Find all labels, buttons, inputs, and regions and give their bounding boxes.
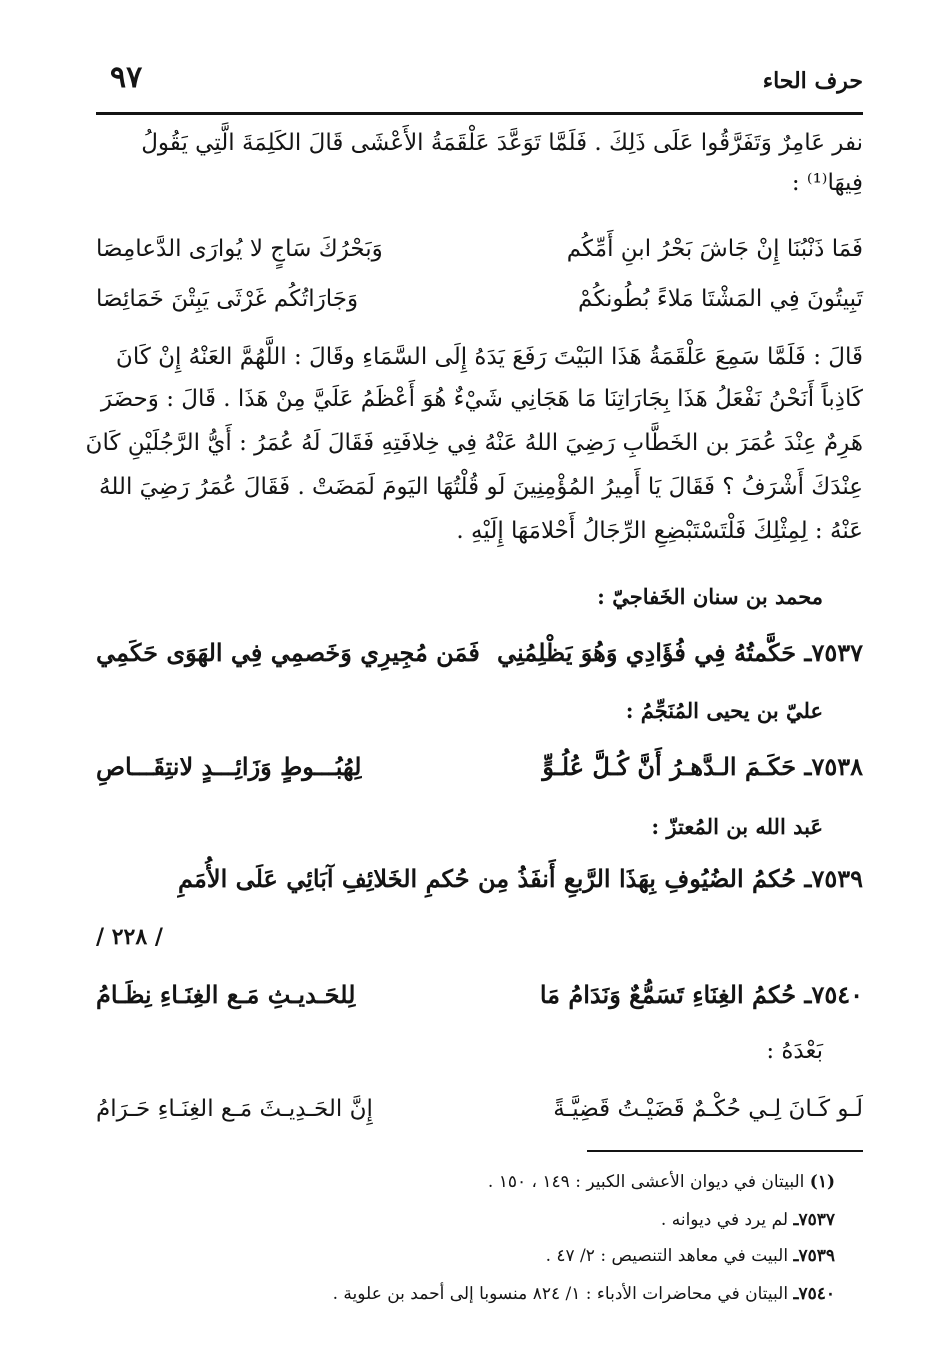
verse-7539: ٧٥٣٩ـ حُكمُ الضُيُوفِ بِهَذَا الرَّبعِ أَنفَذُ مِن حُكمِ الخَلائِفِ آبَائِي عَلَى الأُمَمِ [178,864,863,893]
verse-row [96,282,863,316]
verse-first-hemistich: ٧٥٣٨ـ حَكَـمَ الـدَّهـرُ أَنَّ كُـلَّ عُلُـوٍّ [542,752,863,781]
poet-name: محمد بن سنان الخَفاجيّ : [597,584,823,609]
prose-line: كَاذِباً أَنَحْنُ نَفْعَلُ هَذَا بِجَارَاتِنَا مَا هَجَانِي شَيْءٌ هُوَ أَعْظَمُ عَلَيَّ مِنْ هَذَا . قَالَ : وَحضَرَ [100,386,863,412]
footnote-text: البيت في معاهد التنصيص : ٢/ ٤٧ . [545,1246,789,1266]
poet-name: عليّ بن يحيى المُنَجِّمُ : [625,698,823,723]
page-header [96,60,863,100]
verse-7537 [96,636,863,670]
running-title: حرف الحاء [762,68,863,94]
footnote-text: البيتان في ديوان الأعشى الكبير : ١٤٩ ، ١٥٠ . [487,1172,805,1192]
footnote [661,1208,835,1232]
prose-line: عِنْدَكَ أَشْرَفُ ؟ فَقَالَ يَا أَمِيرُ المُؤْمِنِينَ لَو قُلْتُهَا اليَومَ لَمَضَتْ . فَقَالَ عُمَرُ رَضِيَ اللهُ [98,474,863,500]
verse-first-hemistich: تَبِيتُونَ فِي المَشْتَا مَلاءً بُطُونكُمْ [578,286,863,312]
manuscript-folio-marker: / ٢٢٨ / [96,924,163,950]
verse-first-hemistich: فَمَا ذَنْبُنَا إِنْ جَاشَ بَحْرُ ابنِ أَمِّكُم [566,236,863,262]
footnote-number: (١) [809,1172,835,1192]
footnote-number: ٧٥٣٩ـ [793,1246,835,1266]
continuation-label: بَعْدَهُ : [766,1038,823,1064]
prose-line: قَالَ : فَلَمَّا سَمِعَ عَلْقَمَةُ هَذَا البَيْتَ رَفَعَ يَدَهُ إِلَى السَّمَاءِ وقَالَ : اللَّهُمَّ العَنْهُ إِنْ كَانَ [115,344,863,370]
verse-7538 [96,750,863,784]
verse-first-hemistich: ٧٥٣٧ـ حَكَّمتُهُ فِي فُؤَادِي وَهُوَ يَظْلِمُنِي [496,638,863,667]
footnote [546,1244,835,1268]
footnote-rule [587,1150,863,1152]
verse-second-hemistich: وَبَحْرُكَ سَاجٍ لا يُوارَى الدَّعامِصَا [96,236,383,262]
verse-first-hemistich: ٧٥٤٠ـ حُكمُ الغِنَاءِ تَسَمُّعٌ وَنَدَامُ مَا [539,980,863,1009]
footnote [488,1170,835,1194]
verse-second-hemistich: لِلحَـديـثِ مَـع الغِنَـاءِ نِظَـامُ [96,980,356,1009]
footnote [333,1282,835,1306]
poet-name: عَبد الله بن المُعتزّ : [651,814,823,839]
verse-second-hemistich: لِهُبُـــوطٍ وَزَائِـــدٍ لانتِقَـــاصِ [96,752,362,781]
header-rule [96,112,863,115]
verse-second-hemistich: وَجَارَاتُكُم غَرْثَى يَبِتْنَ خَمَائِصَا [96,286,359,312]
prose-line: عَنْهُ : لِمِثْلِكَ فَلْتَسْتَبْضِعِ الرِّجَالُ أَحْلامَهَا إِلَيْهِ . [456,518,863,544]
verse-row [96,232,863,266]
footnote-number: ٧٥٣٧ـ [793,1210,835,1230]
verse-7540 [96,978,863,1012]
prose-line: فِيهَا⁽¹⁾ : [791,170,863,196]
verse-second-hemistich: فَمَن مُجِيرِي وَخَصمِي فِي الهَوَى حَكَمِي [96,638,480,667]
page-number: ٩٧ [110,60,143,95]
verse-second-hemistich: إِنَّ الحَـدِيـثَ مَـع الغِنَـاءِ حَـرَامُ [96,1096,373,1122]
prose-line: نفر عَامِرٌ وَتَفَرَّقُوا عَلَى ذَلِكَ . فَلَمَّا تَوَعَّدَ عَلْقَمَةُ الأَعْشَى قَالَ الكَلِمَةَ الَّتِي يَقُولُ [141,130,863,156]
footnote-text: البيتان في محاضرات الأدباء : ١/ ٨٢٤ منسوبا إلى أحمد بن علوية . [332,1284,789,1304]
footnote-text: لم يرد في ديوانه . [660,1210,789,1230]
verse-row [96,1092,863,1126]
verse-first-hemistich: لَـو كَـانَ لِـي حُكْـمٌ قَضَيْـتُ قَضِيَّـةً [553,1096,863,1122]
prose-line: هَرِمٌ عِنْدَ عُمَرَ بن الخَطَّابِ رَضِيَ اللهُ عَنْهُ فِي خِلافَتِهِ فَقَالَ لَهُ عُمَرُ : أَيُّ الرَّجُلَيْنِ كَانَ [85,430,863,456]
footnote-number: ٧٥٤٠ـ [793,1284,835,1304]
